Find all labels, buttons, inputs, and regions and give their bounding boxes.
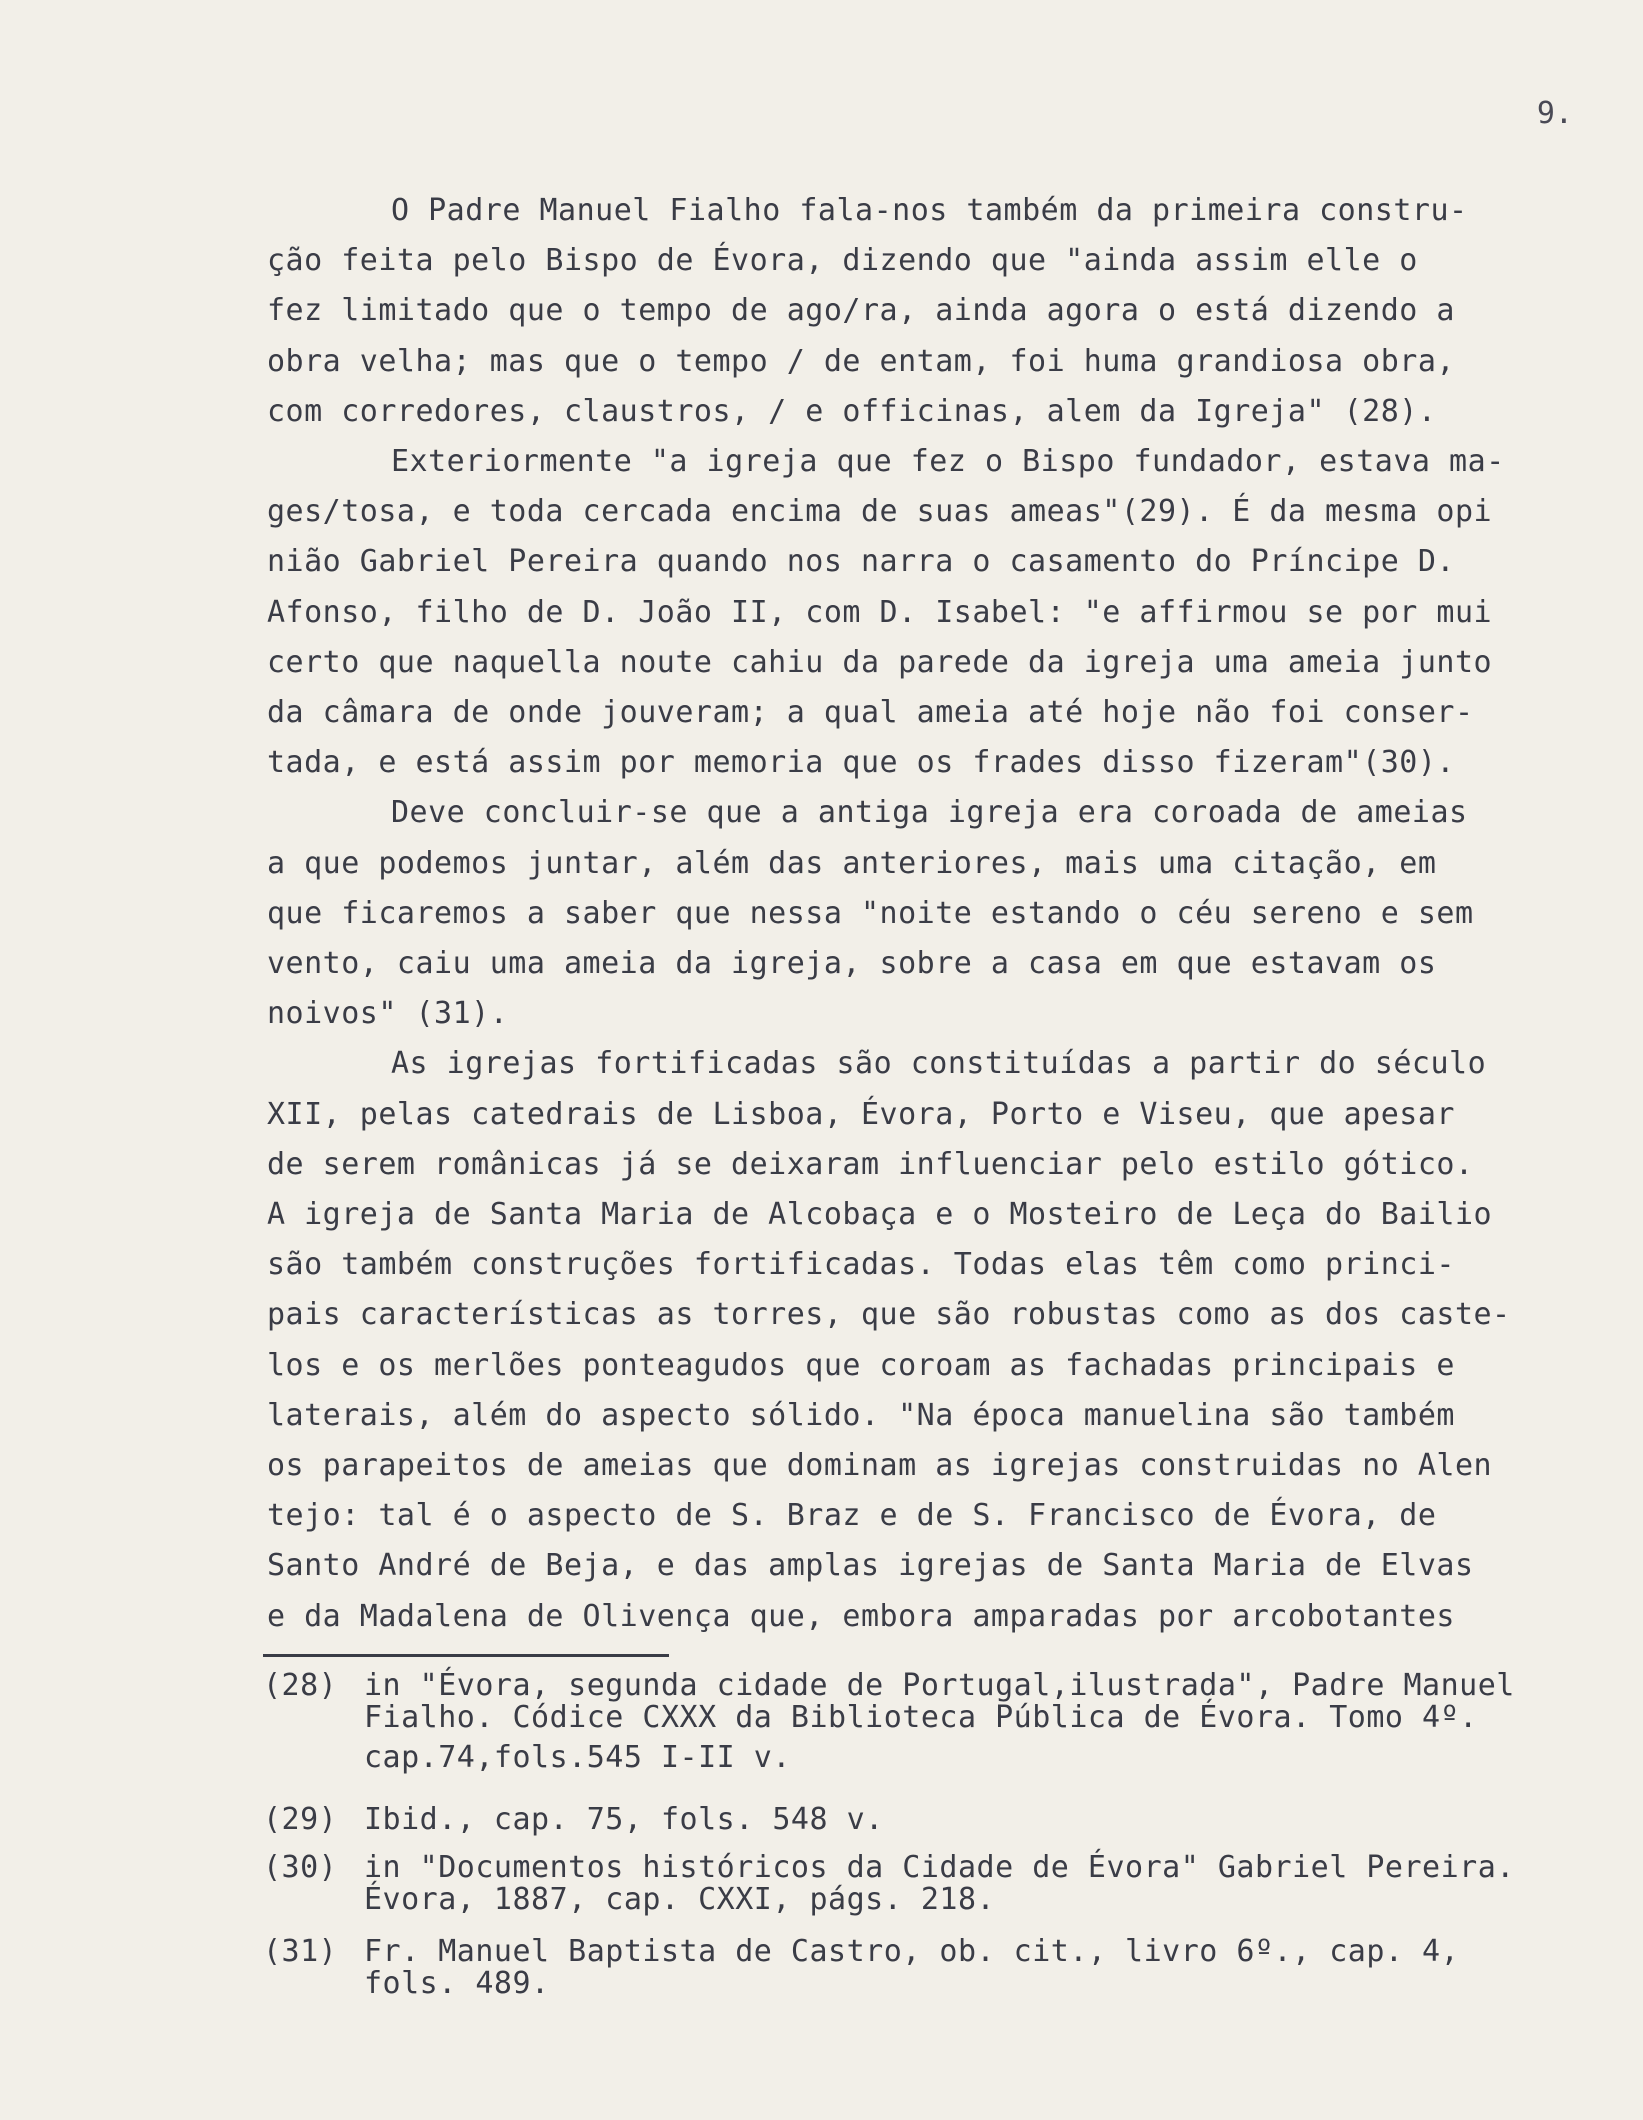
body-line: os parapeitos de ameias que dominam as igrejas construidas no Alen bbox=[267, 1448, 1493, 1484]
body-line: A igreja de Santa Maria de Alcobaça e o Mosteiro de Leça do Bailio bbox=[267, 1197, 1493, 1233]
footnote-line: fols. 489. bbox=[364, 1966, 550, 2001]
footnote-number: (28) bbox=[263, 1668, 338, 1703]
footnote-line: Fr. Manuel Baptista de Castro, ob. cit., livro 6º., cap. 4, bbox=[364, 1934, 1460, 1969]
body-line: nião Gabriel Pereira quando nos narra o casamento do Príncipe D. bbox=[267, 544, 1455, 580]
footnote-line: Évora, 1887, cap. CXXI, págs. 218. bbox=[364, 1882, 996, 1917]
footnote-number: (30) bbox=[263, 1850, 338, 1885]
body-line: pais características as torres, que são robustas como as dos caste- bbox=[267, 1297, 1511, 1333]
body-line: Afonso, filho de D. João II, com D. Isabel: "e affirmou se por mui bbox=[267, 594, 1493, 630]
body-line: e da Madalena de Olivença que, embora amparadas por arcobotantes bbox=[267, 1598, 1455, 1634]
body-line: que ficaremos a saber que nessa "noite estando o céu sereno e sem bbox=[267, 895, 1474, 931]
footnote-line: Fialho. Códice CXXX da Biblioteca Pública de Évora. Tomo 4º. bbox=[364, 1700, 1478, 1735]
body-line: vento, caiu uma ameia da igreja, sobre a casa em que estavam os bbox=[267, 946, 1437, 982]
body-line: noivos" (31). bbox=[267, 996, 509, 1032]
page-number: 9. bbox=[1536, 96, 1573, 131]
body-line: laterais, além do aspecto sólido. "Na época manuelina são também bbox=[267, 1397, 1455, 1433]
body-line: tada, e está assim por memoria que os frades disso fizeram"(30). bbox=[267, 745, 1455, 781]
footnote-line: Ibid., cap. 75, fols. 548 v. bbox=[364, 1802, 884, 1837]
footnote-number: (31) bbox=[263, 1934, 338, 1969]
body-line: são também construções fortificadas. Todas elas têm como princi- bbox=[267, 1247, 1455, 1283]
body-line: da câmara de onde jouveram; a qual ameia até hoje não foi conser- bbox=[267, 695, 1474, 731]
body-line: com corredores, claustros, / e officinas, alem da Igreja" (28). bbox=[267, 393, 1437, 429]
body-text bbox=[267, 186, 1627, 1642]
body-line: fez limitado que o tempo de ago/ra, ainda agora o está dizendo a bbox=[267, 293, 1455, 329]
body-line: O Padre Manuel Fialho fala-nos também da primeira constru- bbox=[391, 193, 1468, 228]
body-line: certo que naquella noute cahiu da parede da igreja uma ameia junto bbox=[267, 644, 1493, 680]
body-line: XII, pelas catedrais de Lisboa, Évora, Porto e Viseu, que apesar bbox=[267, 1096, 1455, 1132]
body-line: de serem românicas já se deixaram influenciar pelo estilo gótico. bbox=[267, 1146, 1474, 1182]
body-line: a que podemos juntar, além das anteriores, mais uma citação, em bbox=[267, 845, 1437, 881]
body-line: Exteriormente "a igreja que fez o Bispo fundador, estava ma- bbox=[391, 444, 1505, 480]
body-line: ges/tosa, e toda cercada encima de suas ameas"(29). É da mesma opi bbox=[267, 494, 1493, 530]
body-line: Deve concluir-se que a antiga igreja era coroada de ameias bbox=[391, 795, 1468, 831]
body-line: Santo André de Beja, e das amplas igrejas de Santa Maria de Elvas bbox=[267, 1548, 1474, 1584]
body-line: obra velha; mas que o tempo / de entam, foi huma grandiosa obra, bbox=[267, 343, 1455, 379]
footnote-line: in "Évora, segunda cidade de Portugal,ilustrada", Padre Manuel bbox=[364, 1668, 1515, 1703]
body-line: los e os merlões ponteagudos que coroam as fachadas principais e bbox=[267, 1347, 1455, 1383]
body-line: As igrejas fortificadas são constituídas a partir do século bbox=[391, 1046, 1487, 1082]
body-line: tejo: tal é o aspecto de S. Braz e de S. Francisco de Évora, de bbox=[267, 1498, 1437, 1534]
body-line: ção feita pelo Bispo de Évora, dizendo que "ainda assim elle o bbox=[267, 243, 1418, 279]
footnote-line: in "Documentos históricos da Cidade de Évora" Gabriel Pereira. bbox=[364, 1850, 1515, 1885]
footnote-number: (29) bbox=[263, 1802, 338, 1837]
footnote-divider bbox=[263, 1654, 669, 1657]
footnote-line: cap.74,fols.545 I-II v. bbox=[364, 1740, 791, 1775]
